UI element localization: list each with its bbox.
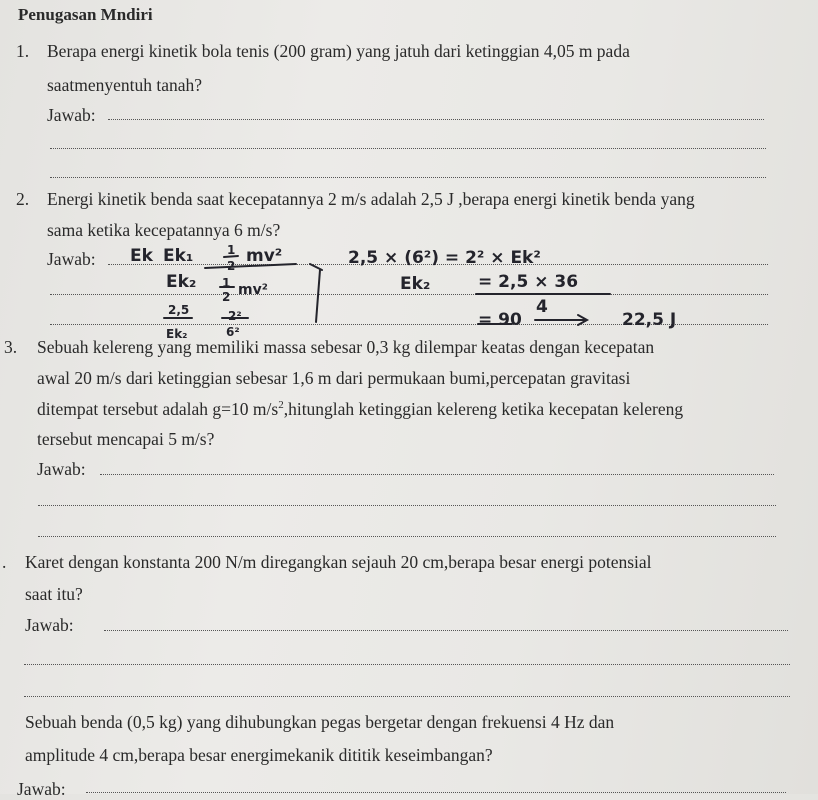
question-2-answer-label: Jawab: xyxy=(47,249,96,269)
question-4-text-line-2: saat itu? xyxy=(25,584,83,604)
question-4-answer-line-2[interactable] xyxy=(24,664,790,665)
question-3-text-line-3b: ,hitunglah ketinggian kelereng ketika kecepatan kelereng xyxy=(283,399,684,419)
question-1-number: 1. xyxy=(16,41,30,61)
question-2-number: 2. xyxy=(16,189,30,209)
handwritten-final-answer: 22,5 J xyxy=(622,310,677,330)
handwritten-half-den-1: 2 xyxy=(227,259,236,273)
handwritten-equation-line-1: 2,5 × (6²) = 2² × Ek² xyxy=(348,248,541,268)
question-4-number: . xyxy=(2,552,7,572)
handwritten-half-num-1: 1 xyxy=(227,243,236,257)
gravity-formula-base: g=10 m/s xyxy=(212,399,279,419)
handwritten-mv2-2: mv² xyxy=(238,282,268,298)
ratio-bar-upper xyxy=(205,264,296,268)
question-3-text-line-1: Sebuah kelereng yang memiliki massa sebesar 0,3 kg dilempar keatas dengan kecepatan xyxy=(37,337,655,357)
question-4-answer-line-1[interactable] xyxy=(104,630,788,631)
divider-vertical xyxy=(316,270,320,322)
page-title: Penugasan Mndiri xyxy=(18,5,153,24)
handwritten-ek1: Ek₁ xyxy=(163,246,194,266)
question-5-text-line-1: Sebuah benda (0,5 kg) yang dihubungkan pegas bergetar dengan frekuensi 4 Hz dan xyxy=(25,712,615,732)
handwritten-first-word: Ek xyxy=(130,246,153,266)
question-2-text-line-2: sama ketika kecepatannya 6 m/s? xyxy=(47,220,281,240)
handwritten-equation-line-3: = 90 xyxy=(478,310,522,330)
handwritten-denominator: 4 xyxy=(536,297,548,317)
question-3-text-line-3 xyxy=(37,398,683,420)
question-3-number: 3. xyxy=(4,337,18,357)
question-1-text-line-2: saatmenyentuh tanah? xyxy=(47,75,203,95)
question-4-answer-label: Jawab: xyxy=(25,615,74,635)
question-1-text-line-1: Berapa energi kinetik bola tenis (200 gram) yang jatuh dari ketinggian 4,05 m pada xyxy=(47,41,630,61)
gravity-formula xyxy=(212,399,283,419)
handwritten-ratio-den-2: 6² xyxy=(226,325,240,339)
question-5-text-line-2: amplitude 4 cm,berapa besar energimekanik dititik keseimbangan? xyxy=(25,745,493,765)
handwritten-ratio-num-2: 2² xyxy=(228,309,242,323)
question-1-answer-label: Jawab: xyxy=(47,105,96,125)
handwritten-mv2-1: mv² xyxy=(246,246,283,266)
question-4-answer-line-3[interactable] xyxy=(24,696,790,697)
question-2-text-line-1: Energi kinetik benda saat kecepatannya 2 m/s adalah 2,5 J ,berapa energi kinetik benda yang xyxy=(47,189,695,209)
handwritten-half-den-2: 2 xyxy=(222,290,231,304)
question-3-answer-label: Jawab: xyxy=(37,459,86,479)
question-3-text-line-2: awal 20 m/s dari ketinggian sebesar 1,6 m dari permukaan bumi,percepatan gravitasi xyxy=(37,368,631,388)
handwritten-ek2: Ek₂ xyxy=(166,272,197,292)
question-5-answer-line-1[interactable] xyxy=(86,792,786,793)
fraction-bar-1 xyxy=(224,256,238,257)
question-3-answer-line-2[interactable] xyxy=(38,505,776,506)
question-3-answer-line-3[interactable] xyxy=(38,536,776,537)
handwritten-ek2-label: Ek₂ xyxy=(400,274,431,294)
question-3-text-line-4: tersebut mencapai 5 m/s? xyxy=(37,429,215,449)
question-5-answer-label: Jawab: xyxy=(17,779,66,799)
question-4-text-line-1: Karet dengan konstanta 200 N/m diregangkan sejauh 20 cm,berapa besar energi potensial xyxy=(25,552,652,572)
question-3-text-line-3a: ditempat tersebut adalah xyxy=(37,399,209,419)
question-3-answer-line-1[interactable] xyxy=(100,474,774,475)
handwritten-ratio-den: Ek₂ xyxy=(166,327,188,341)
gravity-formula-exponent: 2 xyxy=(278,399,284,412)
handwritten-ratio-num: 2,5 xyxy=(168,303,190,317)
handwritten-half-num-2: 1 xyxy=(222,276,231,290)
handwritten-equation-line-2: = 2,5 × 36 xyxy=(478,272,579,292)
